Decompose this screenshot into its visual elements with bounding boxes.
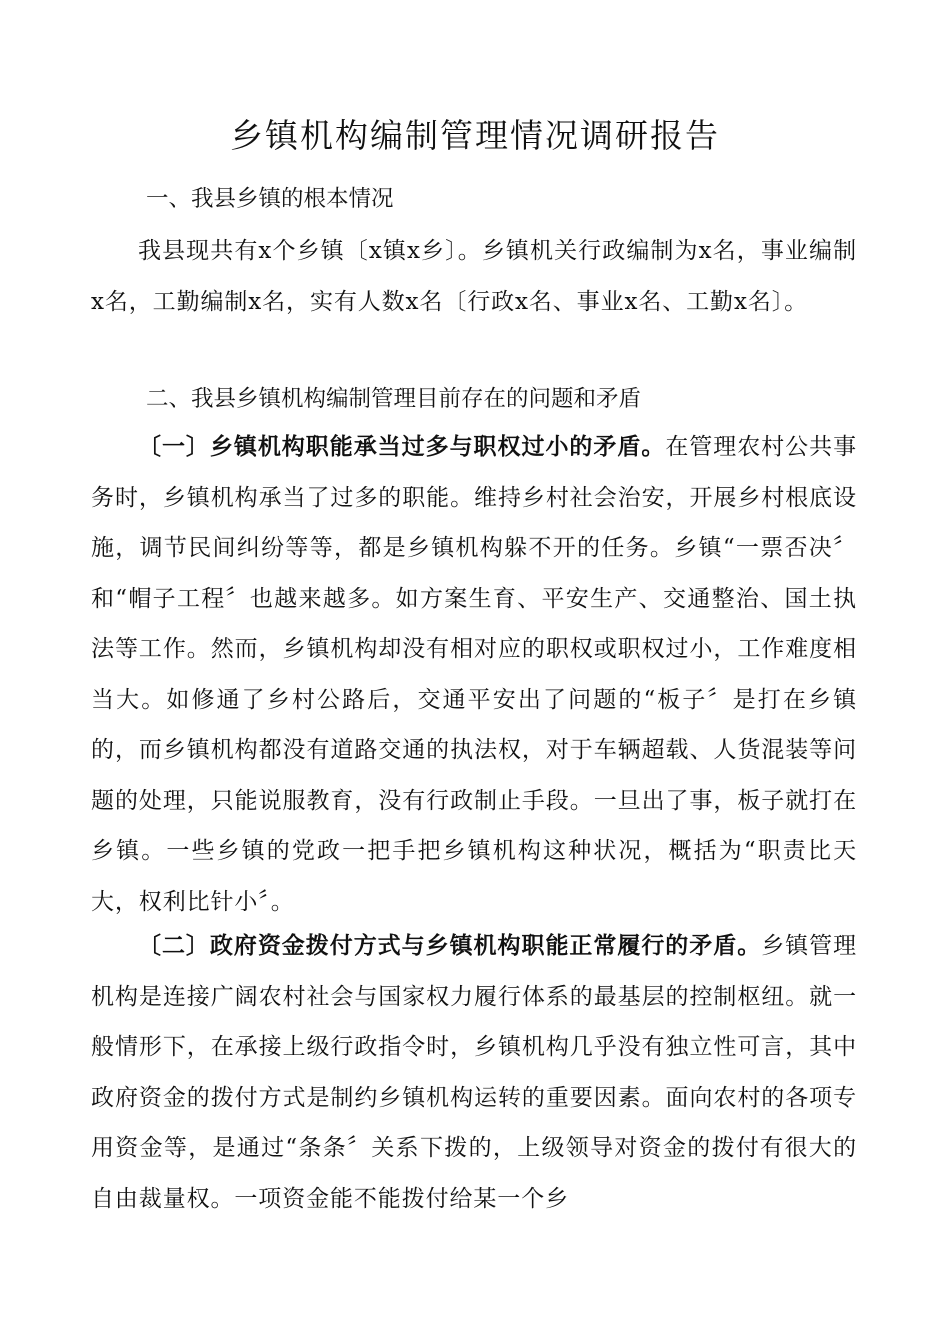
section-1-paragraph: 我县现共有x个乡镇〔x镇x乡〕。乡镇机关行政编制为x名，事业编制x名，工勤编制x名，实有人数x名〔行政x名、事业x名、工勤x名〕。 [91,238,857,315]
section-2-item-1-body: 在管理农村公共事务时，乡镇机构承当了过多的职能。维持乡村社会治安，开展乡村根底设施，调节民间纠纷等等，都是乡镇机构躲不开的任务。乡镇“一票否决〞和“帽子工程〞也越来越多。如方案生育、平安生产、交通整治、国土执法等工作。然而，乡镇机构却没有相对应的职权或职权过小，工作难度相当大。如修通了乡村公路后，交通平安出了问题的“板子〞是打在乡镇的，而乡镇机构都没有道路交通的执法权，对于车辆超载、人货混装等问题的处理，只能说服教育，没有行政制止手段。一旦出了事，板子就打在乡镇。一些乡镇的党政一把手把乡镇机构这种状况，概括为“职责比天大，权利比针小〞。 [91,434,857,915]
section-1-heading: 一、我县乡镇的根本情况 [146,186,394,212]
document-title: 乡镇机构编制管理情况调研报告 [230,116,720,155]
section-2-item-1-lead: 〔一〕乡镇机构职能承当过多与职权过小的矛盾。 [138,433,666,460]
section-2-item-2-lead: 〔二〕政府资金拨付方式与乡镇机构职能正常履行的矛盾。 [138,932,762,959]
section-2-item-2-paragraph [91,921,857,1224]
section-2-heading: 二、我县乡镇机构编制管理目前存在的问题和矛盾 [146,386,642,412]
section-2-item-2-body: 乡镇管理机构是连接广阔农村社会与国家权力履行体系的最基层的控制枢纽。就一般情形下，在承接上级行政指令时，乡镇机构几乎没有独立性可言，其中政府资金的拨付方式是制约乡镇机构运转的重要因素。面向农村的各项专用资金等，是通过“条条〞关系下拨的，上级领导对资金的拨付有很大的自由裁量权。一项资金能不能拨付给某一个乡 [91,933,857,1212]
section-2-item-1-paragraph [91,422,857,927]
